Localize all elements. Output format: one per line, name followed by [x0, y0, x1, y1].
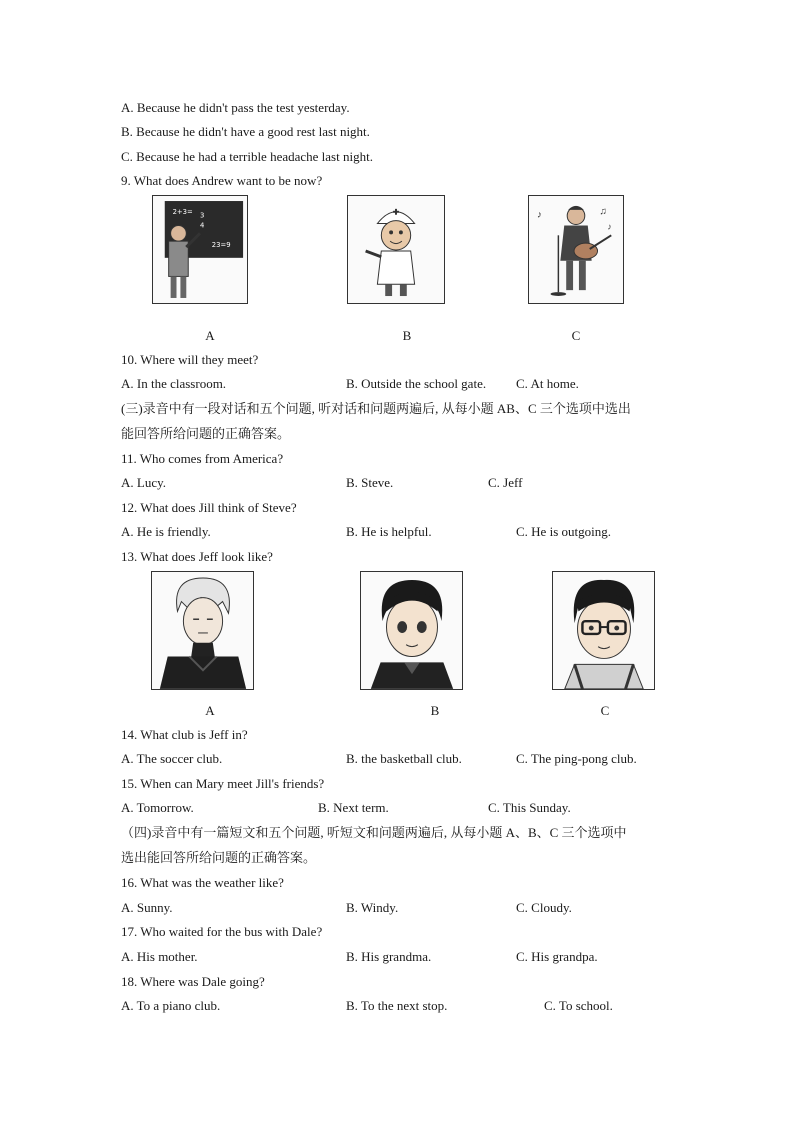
section3-instruction-line1: (三)录音中有一段对话和五个问题, 听对话和问题两遍后, 从每小题 AB、C 三个选项中选出: [121, 401, 631, 416]
q13-label-c: C: [600, 703, 610, 718]
q8-option-c: C. Because he had a terrible headache last night.: [121, 149, 373, 164]
q13-question: 13. What does Jeff look like?: [121, 549, 273, 564]
q12-option-a: A. He is friendly.: [121, 524, 211, 539]
q11-option-c: C. Jeff: [488, 475, 523, 490]
q14-option-a: A. The soccer club.: [121, 751, 223, 766]
svg-text:♪: ♪: [536, 209, 542, 221]
blackboard-text-3: 4: [200, 221, 205, 230]
q10-question: 10. Where will they meet?: [121, 352, 259, 367]
section4-instruction-line2: 选出能回答所给问题的正确答案。: [121, 850, 317, 865]
singer-picture: [528, 195, 624, 304]
q9-question: 9. What does Andrew want to be now?: [121, 173, 323, 188]
q16-option-a: A. Sunny.: [121, 900, 173, 915]
q17-option-b: B. His grandma.: [346, 949, 432, 964]
q13-label-b: B: [430, 703, 440, 718]
q17-option-c: C. His grandpa.: [516, 949, 598, 964]
q14-option-c: C. The ping-pong club.: [516, 751, 637, 766]
q12-question: 12. What does Jill think of Steve?: [121, 500, 297, 515]
q10-option-c: C. At home.: [516, 376, 579, 391]
q8-option-a: A. Because he didn't pass the test yesterday.: [121, 100, 350, 115]
q10-option-a: A. In the classroom.: [121, 376, 227, 391]
teacher-picture: [152, 195, 248, 304]
q9-label-c: C: [571, 328, 581, 343]
q14-question: 14. What club is Jeff in?: [121, 727, 248, 742]
q16-option-b: B. Windy.: [346, 900, 399, 915]
q10-option-b: B. Outside the school gate.: [346, 376, 487, 391]
jeff-option-a-picture: [151, 571, 254, 690]
svg-text:♫: ♫: [599, 205, 607, 217]
q15-option-c: C. This Sunday.: [488, 800, 571, 815]
q18-option-a: A. To a piano club.: [121, 998, 221, 1013]
q11-question: 11. Who comes from America?: [121, 451, 284, 466]
doctor-picture: [347, 195, 445, 304]
q17-option-a: A. His mother.: [121, 949, 198, 964]
q17-question: 17. Who waited for the bus with Dale?: [121, 924, 323, 939]
jeff-option-b-picture: [360, 571, 463, 690]
q12-option-c: C. He is outgoing.: [516, 524, 611, 539]
q9-label-b: B: [402, 328, 412, 343]
q9-label-a: A: [205, 328, 215, 343]
q11-option-a: A. Lucy.: [121, 475, 167, 490]
q16-question: 16. What was the weather like?: [121, 875, 284, 890]
q12-option-b: B. He is helpful.: [346, 524, 432, 539]
blackboard-text-2: 3: [200, 211, 205, 220]
q18-option-b: B. To the next stop.: [346, 998, 448, 1013]
q18-option-c: C. To school.: [544, 998, 613, 1013]
q15-option-b: B. Next term.: [318, 800, 389, 815]
jeff-option-c-picture: [552, 571, 655, 690]
blackboard-text-4: 23=9: [211, 241, 231, 250]
blackboard-text-1: 2+3=: [172, 207, 193, 216]
q15-option-a: A. Tomorrow.: [121, 800, 194, 815]
q11-option-b: B. Steve.: [346, 475, 394, 490]
svg-text:♪: ♪: [607, 221, 612, 232]
section3-instruction-line2: 能回答所给问题的正确答案。: [121, 426, 291, 441]
q18-question: 18. Where was Dale going?: [121, 974, 265, 989]
q16-option-c: C. Cloudy.: [516, 900, 572, 915]
q13-label-a: A: [205, 703, 215, 718]
q14-option-b: B. the basketball club.: [346, 751, 462, 766]
section4-instruction-line1: （四)录音中有一篇短文和五个问题, 听短文和问题两遍后, 从每小题 A、B、C 三个选项中: [121, 825, 627, 840]
q8-option-b: B. Because he didn't have a good rest last night.: [121, 124, 370, 139]
q15-question: 15. When can Mary meet Jill's friends?: [121, 776, 325, 791]
